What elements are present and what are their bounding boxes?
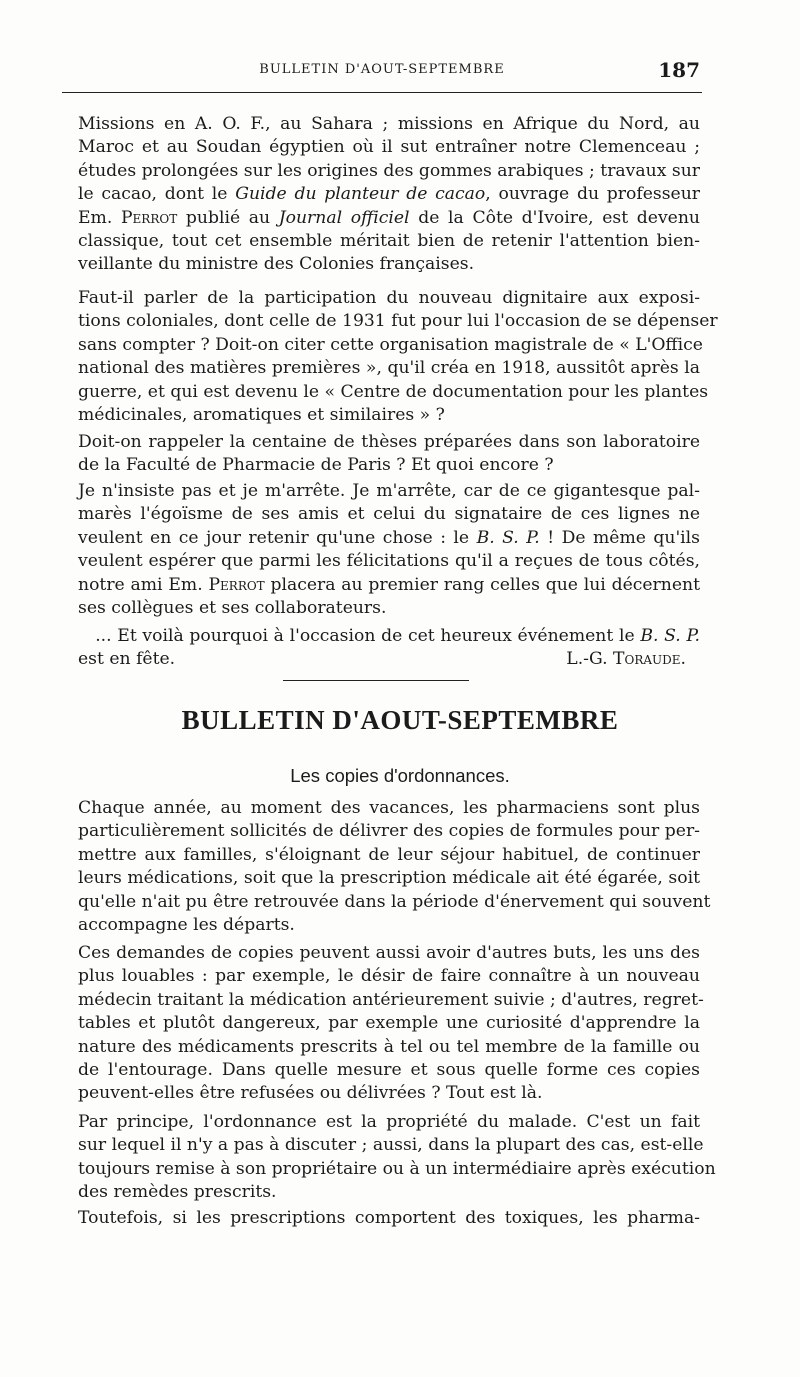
page-header [62, 60, 702, 84]
text-segment: de la Côte d'Ivoire, est devenu [409, 207, 700, 228]
paragraph-2 [78, 287, 718, 427]
text-line: leurs médications, soit que la prescription médicale ait été égarée, soit [78, 868, 700, 889]
text-line: Faut-il parler de la participation du nouveau dignitaire aux exposi- [78, 288, 700, 308]
header-rule [62, 92, 702, 93]
text-segment: ... Et voilà pourquoi à l'occasion de cet heureux événement le [95, 626, 641, 646]
signature-initials: L.-G. [566, 649, 614, 670]
author-name: Perrot [208, 574, 265, 595]
text-segment: veulent en ce jour retenir qu'une chose : le [78, 527, 477, 548]
italic-title: Journal officiel [278, 207, 410, 228]
paragraph-5 [78, 625, 700, 672]
text-line: médicinales, aromatiques et similaires » ? [78, 405, 445, 426]
italic-abbrev: B. S. P. [476, 527, 540, 548]
text-line: tables et plutôt dangereux, par exemple une curiosité d'apprendre la [78, 1013, 700, 1034]
text-line: est en fête. [78, 649, 176, 670]
text-line: Toutefois, si les prescriptions comportent des toxiques, les pharma- [78, 1208, 700, 1228]
section-paragraph-2 [78, 942, 704, 1106]
text-line: peuvent-elles être refusées ou délivrées ? Tout est là. [78, 1083, 543, 1104]
text-segment: ! De même qu'ils [539, 527, 700, 548]
text-line: sans compter ? Doit-on citer cette organisation magistrale de « L'Office [78, 334, 703, 355]
signature-row [78, 648, 700, 671]
text-line: classique, tout cet ensemble méritait bien de retenir l'attention bien- [78, 231, 700, 252]
text-line: Missions en A. O. F., au Sahara ; missions en Afrique du Nord, au [78, 114, 700, 134]
text-line: nature des médicaments prescrits à tel ou tel membre de la famille ou [78, 1036, 700, 1057]
text-line: ses collègues et ses collaborateurs. [78, 598, 387, 619]
signature [566, 648, 686, 671]
text-segment: notre ami Em. [78, 574, 209, 595]
text-line: toujours remise à son propriétaire ou à un intermédiaire après exécution [78, 1158, 716, 1179]
page-number: 187 [658, 58, 700, 82]
text-line: guerre, et qui est devenu le « Centre de documentation pour les plantes [78, 381, 709, 402]
text-line: Maroc et au Soudan égyptien où il sut entraîner notre Clemenceau ; [78, 137, 700, 158]
intro-paragraph [78, 113, 700, 277]
text-segment: publié au [177, 207, 279, 228]
text-line [78, 183, 700, 206]
text-line: veulent espérer que parmi les félicitations qu'il a reçues de tous côtés, [78, 551, 700, 572]
text-line: Je n'insiste pas et je m'arrête. Je m'arrête, car de ce gigantesque pal- [78, 481, 700, 501]
running-head: BULLETIN D'AOUT-SEPTEMBRE [259, 62, 505, 77]
text-segment: le cacao, dont le [78, 184, 236, 205]
text-line: des remèdes prescrits. [78, 1182, 277, 1203]
paragraph-3 [78, 431, 700, 478]
text-line: plus louables : par exemple, le désir de faire connaître à un nouveau [78, 966, 700, 987]
text-line: médecin traitant la médication antérieurement suivie ; d'autres, regret- [78, 989, 704, 1010]
text-segment: Em. [78, 207, 121, 228]
text-line: qu'elle n'ait pu être retrouvée dans la période d'énervement qui souvent [78, 891, 711, 912]
section-paragraph-3 [78, 1111, 716, 1205]
section-divider [283, 680, 469, 681]
text-line: de la Faculté de Pharmacie de Paris ? Et quoi encore ? [78, 455, 554, 476]
signature-name: Toraude. [613, 649, 686, 670]
text-line [78, 527, 700, 550]
text-line [78, 625, 700, 648]
section-title: BULLETIN D'AOUT-SEPTEMBRE [181, 705, 619, 735]
section-paragraph-4 [78, 1207, 700, 1230]
text-line [78, 207, 700, 230]
text-line: accompagne les départs. [78, 915, 295, 936]
text-line: veillante du ministre des Colonies françaises. [78, 254, 475, 275]
text-line: Ces demandes de copies peuvent aussi avoir d'autres buts, les uns des [78, 943, 700, 963]
italic-title: Guide du planteur de cacao [235, 184, 486, 205]
text-line: Chaque année, au moment des vacances, les pharmaciens sont plus [78, 798, 700, 818]
text-line: de l'entourage. Dans quelle mesure et sous quelle forme ces copies [78, 1060, 700, 1081]
article-title: Les copies d'ordonnances. [290, 765, 510, 786]
text-segment: placera au premier rang celles que lui décernent [264, 574, 700, 595]
author-name: Perrot [120, 207, 178, 228]
text-line: Doit-on rappeler la centaine de thèses préparées dans son laboratoire [78, 432, 700, 452]
text-line: tions coloniales, dont celle de 1931 fut pour lui l'occasion de se dépenser [78, 311, 718, 332]
text-line: national des matières premières », qu'il créa en 1918, aussitôt après la [78, 358, 700, 379]
italic-abbrev: B. S. P. [640, 626, 700, 646]
text-line [78, 574, 700, 597]
section-paragraph-1 [78, 797, 711, 937]
text-line: particulièrement sollicités de délivrer des copies de formules pour per- [78, 821, 700, 842]
text-line: Par principe, l'ordonnance est la propriété du malade. C'est un fait [78, 1112, 700, 1132]
text-line: sur lequel il n'y a pas à discuter ; aussi, dans la plupart des cas, est-elle [78, 1135, 704, 1156]
paragraph-4 [78, 480, 700, 620]
text-line: marès l'égoïsme de ses amis et celui du signataire de ces lignes ne [78, 504, 700, 525]
text-line: mettre aux familles, s'éloignant de leur séjour habituel, de continuer [78, 844, 700, 865]
text-line: études prolongées sur les origines des gommes arabiques ; travaux sur [78, 160, 700, 181]
text-segment: , ouvrage du professeur [485, 184, 701, 205]
